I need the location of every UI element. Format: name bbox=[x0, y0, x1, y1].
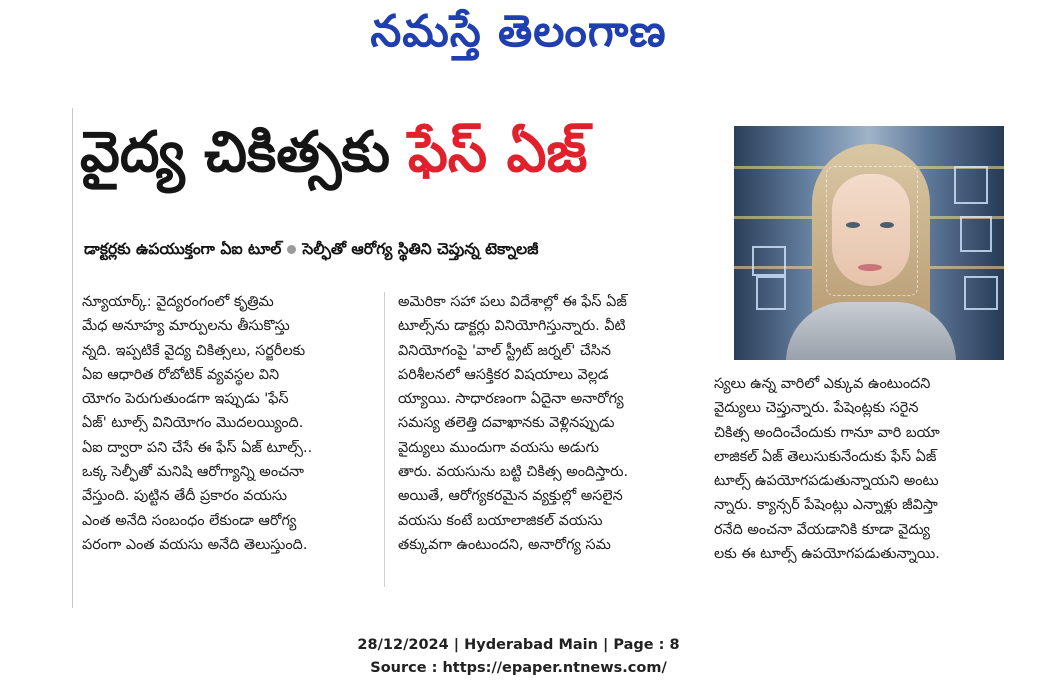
bullet-dot-icon bbox=[287, 245, 296, 254]
text-line: న్నది. ఇప్పటికే వైద్య చికిత్సలు, సర్జరీలకు bbox=[82, 342, 306, 359]
subheadline bbox=[84, 240, 724, 266]
text-line: టూల్స్ ఉపయోగపడుతున్నాయని అంటు bbox=[714, 473, 939, 490]
text-line: న్నారు. క్యాన్సర్ పేషెంట్లు ఎన్నాళ్లు జీవిస్తా bbox=[714, 497, 938, 514]
text-line: లాజికల్ ఏజ్ తెలుసుకునేందుకు ఫేస్ ఏజ్ bbox=[714, 448, 937, 465]
subhead-part-1: డాక్టర్లకు ఉపయుక్తంగా ఏఐ టూల్ bbox=[84, 240, 282, 258]
text-line: మేధ అనూహ్య మార్పులను తీసుకొస్తు bbox=[82, 318, 290, 335]
column-divider bbox=[384, 292, 385, 587]
article-column-2 bbox=[398, 290, 694, 557]
text-line: య్యాయి. సాధారణంగా ఏదైనా అనారోగ్య bbox=[398, 391, 624, 408]
text-line: ఒక్క సెల్ఫీతో మనిషి ఆరోగ్యాన్ని అంచనా bbox=[82, 464, 304, 481]
text-line: అయితే, ఆరోగ్యకరమైన వ్యక్తుల్లో అసలైన bbox=[398, 488, 623, 505]
text-line: సమస్య తలెత్తి దవాఖానకు వెళ్లినప్పుడు bbox=[398, 415, 615, 432]
article-photo bbox=[734, 126, 1004, 360]
text-line: లకు ఈ టూల్స్ ఉపయోగపడుతున్నాయి. bbox=[714, 546, 940, 563]
text-line: పరంగా ఎంత వయసు అనేది తెలుస్తుంది. bbox=[82, 536, 308, 553]
masthead-logo: నమస్తే తెలంగాణ bbox=[370, 6, 667, 57]
text-line: టూల్స్‌ను డాక్టర్లు వినియోగిస్తున్నారు. వీటి bbox=[398, 318, 626, 335]
headline bbox=[80, 120, 720, 200]
text-line: ఎంత అనేది సంబంధం లేకుండా ఆరోగ్య bbox=[82, 512, 297, 529]
text-line: అమెరికా సహా పలు విదేశాల్లో ఈ ఫేస్ ఏజ్ bbox=[398, 294, 627, 310]
text-line: వినియోగంపై 'వాల్ స్ట్రీట్ జర్నల్' చేసిన bbox=[398, 342, 612, 359]
text-line: ఏఐ ఆధారిత రోబోటిక్ వ్యవస్థల విని bbox=[82, 366, 280, 383]
text-line: పరిశీలనలో ఆసక్తికర విషయాలు వెల్లడ bbox=[398, 366, 609, 383]
text-line: తారు. వయసును బట్టి చికిత్స అందిస్తారు. bbox=[398, 464, 629, 481]
text-line: రనేది అంచనా వేయడానికి కూడా వైద్యు bbox=[714, 521, 930, 538]
text-line: వయసు కంటే బయాలాజికల్ వయసు bbox=[398, 512, 603, 529]
footer-edition-info: 28/12/2024 | Hyderabad Main | Page : 8 bbox=[357, 637, 680, 653]
text-line: వైద్యులు ముందుగా వయసు అడుగు bbox=[398, 439, 599, 456]
text-line: ఏఐ ద్వారా పని చేసే ఈ ఫేస్ ఏజ్ టూల్స్.. bbox=[82, 439, 313, 456]
text-line: యోగం పెరుగుతుండగా ఇప్పుడు 'ఫేస్ bbox=[82, 391, 289, 408]
text-line: న్యూయార్క్: వైద్యరంగంలో కృత్రిమ bbox=[82, 294, 274, 310]
subhead-part-2: సెల్ఫీతో ఆరోగ్య స్థితిని చెప్తున్న టెక్నాలజీ bbox=[302, 240, 539, 258]
headline-part-1: వైద్య చికిత్సకు bbox=[80, 120, 390, 185]
text-line: తక్కువగా ఉంటుందని, అనారోగ్య సమ bbox=[398, 536, 611, 553]
article-column-3 bbox=[714, 372, 1008, 566]
text-line: చికిత్స అందించేందుకు గానూ వారి బయా bbox=[714, 424, 940, 441]
text-line: వైద్యులు చెప్తున్నారు. పేషెంట్లకు సరైన bbox=[714, 400, 919, 417]
text-line: ఏజ్' టూల్స్ వినియోగం మొదలయ్యింది. bbox=[82, 415, 304, 432]
article-column-1 bbox=[82, 290, 372, 557]
left-divider bbox=[72, 108, 73, 608]
headline-part-2: ఫేస్ ఏజ్ bbox=[407, 120, 588, 185]
text-line: స్యలు ఉన్న వారిలో ఎక్కువ ఉంటుందని bbox=[714, 376, 931, 392]
text-line: వేస్తుంది. పుట్టిన తేదీ ప్రకారం వయసు bbox=[82, 488, 287, 505]
footer-source: Source : https://epaper.ntnews.com/ bbox=[370, 660, 667, 676]
